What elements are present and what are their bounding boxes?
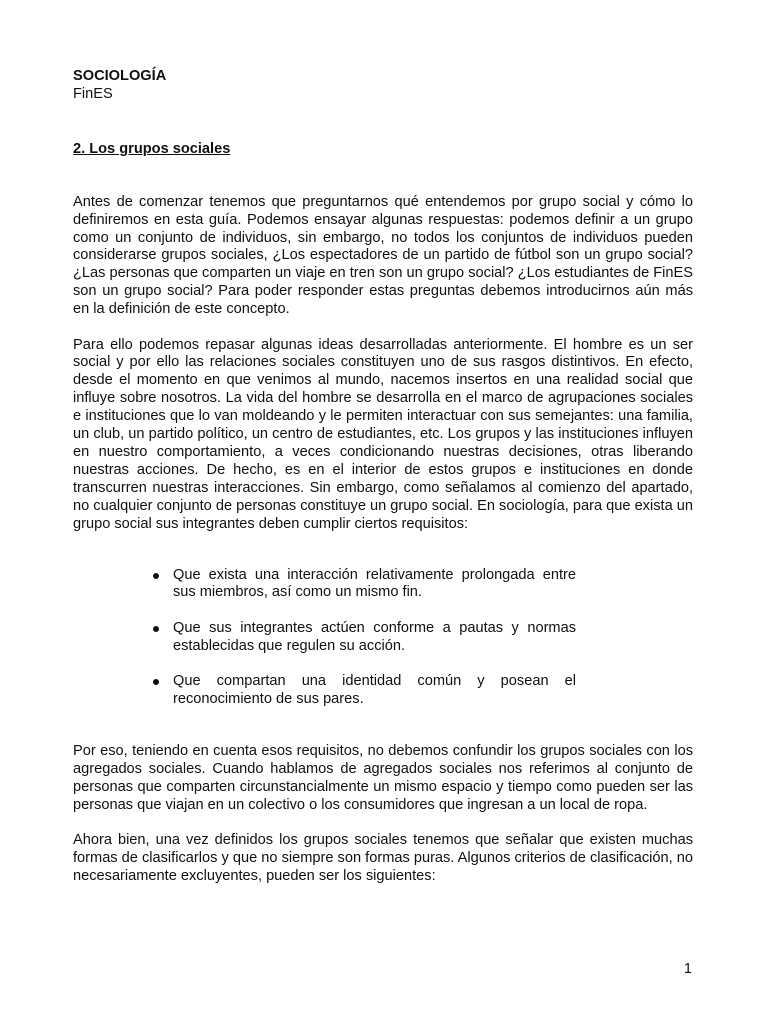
program-name: FinES (73, 85, 113, 102)
bullet-icon (153, 679, 159, 685)
intro-paragraph: Antes de comenzar tenemos que preguntarnos qué entendemos por grupo social y cómo lo definiremos en esta guía. Podemos ensayar algunas respuestas: podemos definir a un grupo como un conjunto de individuos, sin embargo, no todos los conjuntos de individuos pueden considerarse grupos sociales, ¿Los espectadores de un partido de fútbol son un grupo social? ¿Las personas que comparten un viaje en tren son un grupo social? ¿Los estudiantes de FinES son un grupo social? Para poder responder estas preguntas debemos introducirnos aún más en la definición de este concepto. (73, 193, 693, 318)
subject-title: SOCIOLOGÍA (73, 68, 167, 84)
section-heading: 2. Los grupos sociales (73, 140, 231, 157)
bullet-icon (153, 626, 159, 632)
bullet-icon (153, 573, 159, 579)
list-item-text: Que exista una interacción relativamente prolongada entre sus miembros, así como un mismo fin. (173, 566, 576, 601)
requirements-list (153, 567, 576, 709)
list-item (153, 620, 576, 656)
list-item-text: Que sus integrantes actúen conforme a pautas y normas establecidas que regulen su acción. (173, 619, 576, 654)
list-item (153, 673, 576, 709)
list-item-text: Que compartan una identidad común y posean el reconocimiento de sus pares. (173, 673, 576, 708)
context-paragraph: Para ello podemos repasar algunas ideas desarrolladas anteriormente. El hombre es un ser social y por ello las relaciones sociales constituyen uno de sus rasgos distintivos. En efecto, desde el momento en que venimos al mundo, nacemos insertos en una realidad social que influye sobre nosotros. La vida del hombre se desarrolla en el marco de agrupaciones sociales e instituciones que lo van moldeando y le permiten interactuar con sus semejantes: una familia, un club, un partido político, un centro de estudiantes, etc. Los grupos y las instituciones influyen en nuestro comportamiento, a veces condicionando nuestras decisiones, otras liberando nuestras acciones. De hecho, es en el interior de estos grupos e instituciones en donde transcurren nuestras interacciones. Sin embargo, como señalamos al comienzo del apartado, no cualquier conjunto de personas constituye un grupo social. En sociología, para que exista un grupo social sus integrantes deben cumplir ciertos requisitos: (73, 336, 693, 532)
page-number: 1 (683, 961, 692, 977)
list-item (153, 567, 576, 603)
document-page (73, 68, 693, 886)
aggregates-paragraph: Por eso, teniendo en cuenta esos requisitos, no debemos confundir los grupos sociales con los agregados sociales. Cuando hablamos de agregados sociales nos referimos al conjunto de personas que comparten circunstancialmente un mismo espacio y tiempo como pueden ser las personas que viajan en un colectivo o los consumidores que ingresan a un local de ropa. (73, 742, 693, 813)
classification-paragraph: Ahora bien, una vez definidos los grupos sociales tenemos que señalar que existen muchas formas de clasificarlos y que no siempre son formas puras. Algunos criterios de clasificación, no necesariamente excluyentes, pueden ser los siguientes: (73, 832, 693, 884)
